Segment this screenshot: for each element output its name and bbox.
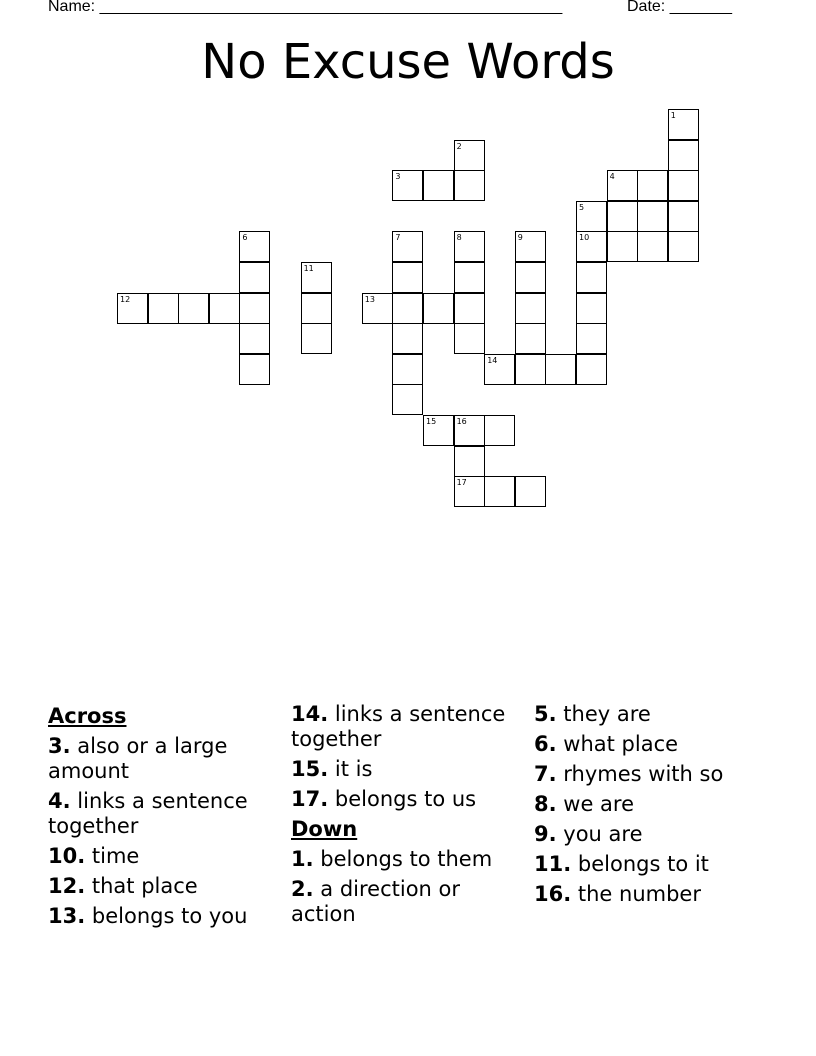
clue-number: 2. bbox=[291, 877, 314, 901]
cell-number: 8 bbox=[456, 233, 462, 243]
grid-cell[interactable] bbox=[239, 354, 270, 385]
cell-number: 5 bbox=[579, 202, 585, 212]
grid-cell[interactable] bbox=[454, 446, 485, 477]
grid-cell[interactable] bbox=[454, 415, 485, 446]
grid-cell[interactable] bbox=[515, 476, 546, 507]
grid-cell[interactable] bbox=[515, 323, 546, 354]
cell-number: 6 bbox=[242, 233, 248, 243]
grid-cell[interactable] bbox=[576, 262, 607, 293]
clue-number: 12. bbox=[48, 874, 86, 898]
clue-column-2 bbox=[291, 702, 527, 932]
clue-text: you are bbox=[563, 822, 643, 846]
clue-number: 6. bbox=[534, 732, 557, 756]
grid-cell[interactable] bbox=[515, 262, 546, 293]
clue-text: rhymes with so bbox=[563, 762, 724, 786]
grid-cell[interactable] bbox=[484, 476, 515, 507]
cell-number: 10 bbox=[579, 233, 590, 243]
clue-text: belongs to it bbox=[577, 852, 709, 876]
clue-text: they are bbox=[563, 702, 651, 726]
clue-item bbox=[48, 844, 284, 869]
grid-cell[interactable] bbox=[301, 262, 332, 293]
clue-item bbox=[534, 822, 794, 847]
clue-item bbox=[534, 702, 794, 727]
across-heading: Across bbox=[48, 704, 127, 728]
date-field-label: Date: _______ bbox=[627, 0, 732, 15]
clue-item bbox=[48, 874, 284, 899]
name-field-label: Name: ____________________________________________________ bbox=[48, 0, 563, 15]
grid-cell[interactable] bbox=[454, 170, 485, 201]
grid-cell[interactable] bbox=[178, 293, 209, 324]
clue-number: 15. bbox=[291, 757, 329, 781]
clue-item bbox=[291, 702, 527, 752]
grid-cell[interactable] bbox=[515, 354, 546, 385]
grid-cell[interactable] bbox=[515, 293, 546, 324]
grid-cell[interactable] bbox=[392, 231, 423, 262]
grid-cell[interactable] bbox=[454, 323, 485, 354]
cell-number: 7 bbox=[395, 233, 401, 243]
grid-cell[interactable] bbox=[239, 323, 270, 354]
puzzle-title: No Excuse Words bbox=[201, 34, 615, 90]
grid-cell[interactable] bbox=[668, 231, 699, 262]
grid-cell[interactable] bbox=[668, 201, 699, 232]
grid-cell[interactable] bbox=[637, 231, 668, 262]
grid-cell[interactable] bbox=[362, 293, 393, 324]
grid-cell[interactable] bbox=[392, 170, 423, 201]
cell-number: 1 bbox=[670, 111, 676, 120]
down-heading: Down bbox=[291, 817, 358, 841]
grid-cell[interactable] bbox=[484, 354, 515, 385]
grid-cell[interactable] bbox=[576, 201, 607, 232]
down-clue-list-continued bbox=[534, 702, 794, 907]
clue-item bbox=[534, 852, 794, 877]
cell-number: 9 bbox=[517, 233, 523, 243]
clue-text: what place bbox=[563, 732, 679, 756]
clue-number: 16. bbox=[534, 882, 572, 906]
cell-number: 11 bbox=[303, 264, 314, 273]
grid-cell[interactable] bbox=[423, 293, 454, 324]
cell-number: 13 bbox=[364, 294, 375, 304]
grid-cell[interactable] bbox=[576, 231, 607, 262]
clue-item bbox=[291, 847, 527, 872]
grid-cell[interactable] bbox=[117, 293, 148, 324]
clue-text: belongs to us bbox=[334, 787, 477, 811]
grid-cell[interactable] bbox=[454, 262, 485, 293]
grid-cell[interactable] bbox=[515, 231, 546, 262]
clue-number: 10. bbox=[48, 844, 86, 868]
grid-cell[interactable] bbox=[576, 323, 607, 354]
cell-number: 2 bbox=[456, 141, 462, 151]
grid-cell[interactable] bbox=[392, 262, 423, 293]
clue-item bbox=[291, 877, 527, 927]
clue-number: 14. bbox=[291, 702, 329, 726]
clue-text: links a sentence together bbox=[48, 789, 248, 838]
clue-column-3 bbox=[534, 702, 794, 912]
clue-item bbox=[534, 882, 794, 907]
clue-number: 1. bbox=[291, 847, 314, 871]
clue-text: a direction or action bbox=[291, 877, 461, 926]
clue-text: that place bbox=[91, 874, 198, 898]
clue-text: time bbox=[91, 844, 140, 868]
clue-text: links a sentence together bbox=[291, 702, 506, 751]
cell-number: 14 bbox=[487, 355, 498, 365]
clue-number: 5. bbox=[534, 702, 557, 726]
grid-cell[interactable] bbox=[607, 170, 638, 201]
clue-number: 3. bbox=[48, 734, 71, 758]
grid-cell[interactable] bbox=[668, 140, 699, 171]
clue-column-1 bbox=[48, 702, 284, 934]
grid-cell[interactable] bbox=[576, 293, 607, 324]
down-clue-list bbox=[291, 847, 527, 927]
grid-cell[interactable] bbox=[392, 323, 423, 354]
cell-number: 17 bbox=[456, 478, 467, 488]
clue-text: it is bbox=[334, 757, 373, 781]
cell-number: 16 bbox=[456, 417, 467, 426]
grid-cell[interactable] bbox=[454, 476, 485, 507]
grid-cell[interactable] bbox=[545, 354, 576, 385]
grid-cell[interactable] bbox=[454, 140, 485, 171]
clue-item bbox=[291, 787, 527, 812]
across-clue-list-continued bbox=[291, 702, 527, 812]
clue-item bbox=[534, 762, 794, 787]
clue-number: 17. bbox=[291, 787, 329, 811]
clue-number: 11. bbox=[534, 852, 572, 876]
grid-cell[interactable] bbox=[239, 293, 270, 324]
grid-cell[interactable] bbox=[209, 293, 240, 324]
clue-item bbox=[291, 757, 527, 782]
cell-number: 3 bbox=[395, 172, 401, 182]
cell-number: 15 bbox=[426, 417, 437, 426]
grid-cell[interactable] bbox=[607, 201, 638, 232]
clue-number: 4. bbox=[48, 789, 71, 813]
clue-item bbox=[534, 732, 794, 757]
grid-cell[interactable] bbox=[392, 354, 423, 385]
grid-cell[interactable] bbox=[607, 231, 638, 262]
clue-text: we are bbox=[563, 792, 635, 816]
clue-item bbox=[48, 734, 284, 784]
grid-cell[interactable] bbox=[239, 231, 270, 262]
grid-cell[interactable] bbox=[454, 231, 485, 262]
clue-item bbox=[48, 904, 284, 929]
grid-cell[interactable] bbox=[637, 201, 668, 232]
cell-number: 4 bbox=[609, 172, 615, 182]
grid-cell[interactable] bbox=[301, 323, 332, 354]
clue-text: belongs to them bbox=[320, 847, 493, 871]
clue-text: the number bbox=[577, 882, 701, 906]
cell-number: 12 bbox=[120, 294, 131, 304]
grid-cell[interactable] bbox=[239, 262, 270, 293]
grid-cell[interactable] bbox=[668, 109, 699, 140]
grid-cell[interactable] bbox=[484, 415, 515, 446]
grid-cell[interactable] bbox=[637, 170, 668, 201]
grid-cell[interactable] bbox=[392, 293, 423, 324]
clue-item bbox=[534, 792, 794, 817]
grid-cell[interactable] bbox=[454, 293, 485, 324]
clue-item bbox=[48, 789, 284, 839]
across-clue-list bbox=[48, 734, 284, 929]
grid-cell[interactable] bbox=[148, 293, 179, 324]
grid-cell[interactable] bbox=[576, 354, 607, 385]
grid-cell[interactable] bbox=[301, 293, 332, 324]
grid-cell[interactable] bbox=[423, 170, 454, 201]
clue-text: also or a large amount bbox=[48, 734, 228, 783]
clue-number: 13. bbox=[48, 904, 86, 928]
clue-text: belongs to you bbox=[91, 904, 248, 928]
clue-number: 7. bbox=[534, 762, 557, 786]
clue-number: 8. bbox=[534, 792, 557, 816]
grid-cell[interactable] bbox=[392, 384, 423, 415]
clue-number: 9. bbox=[534, 822, 557, 846]
grid-cell[interactable] bbox=[668, 170, 699, 201]
grid-cell[interactable] bbox=[423, 415, 454, 446]
